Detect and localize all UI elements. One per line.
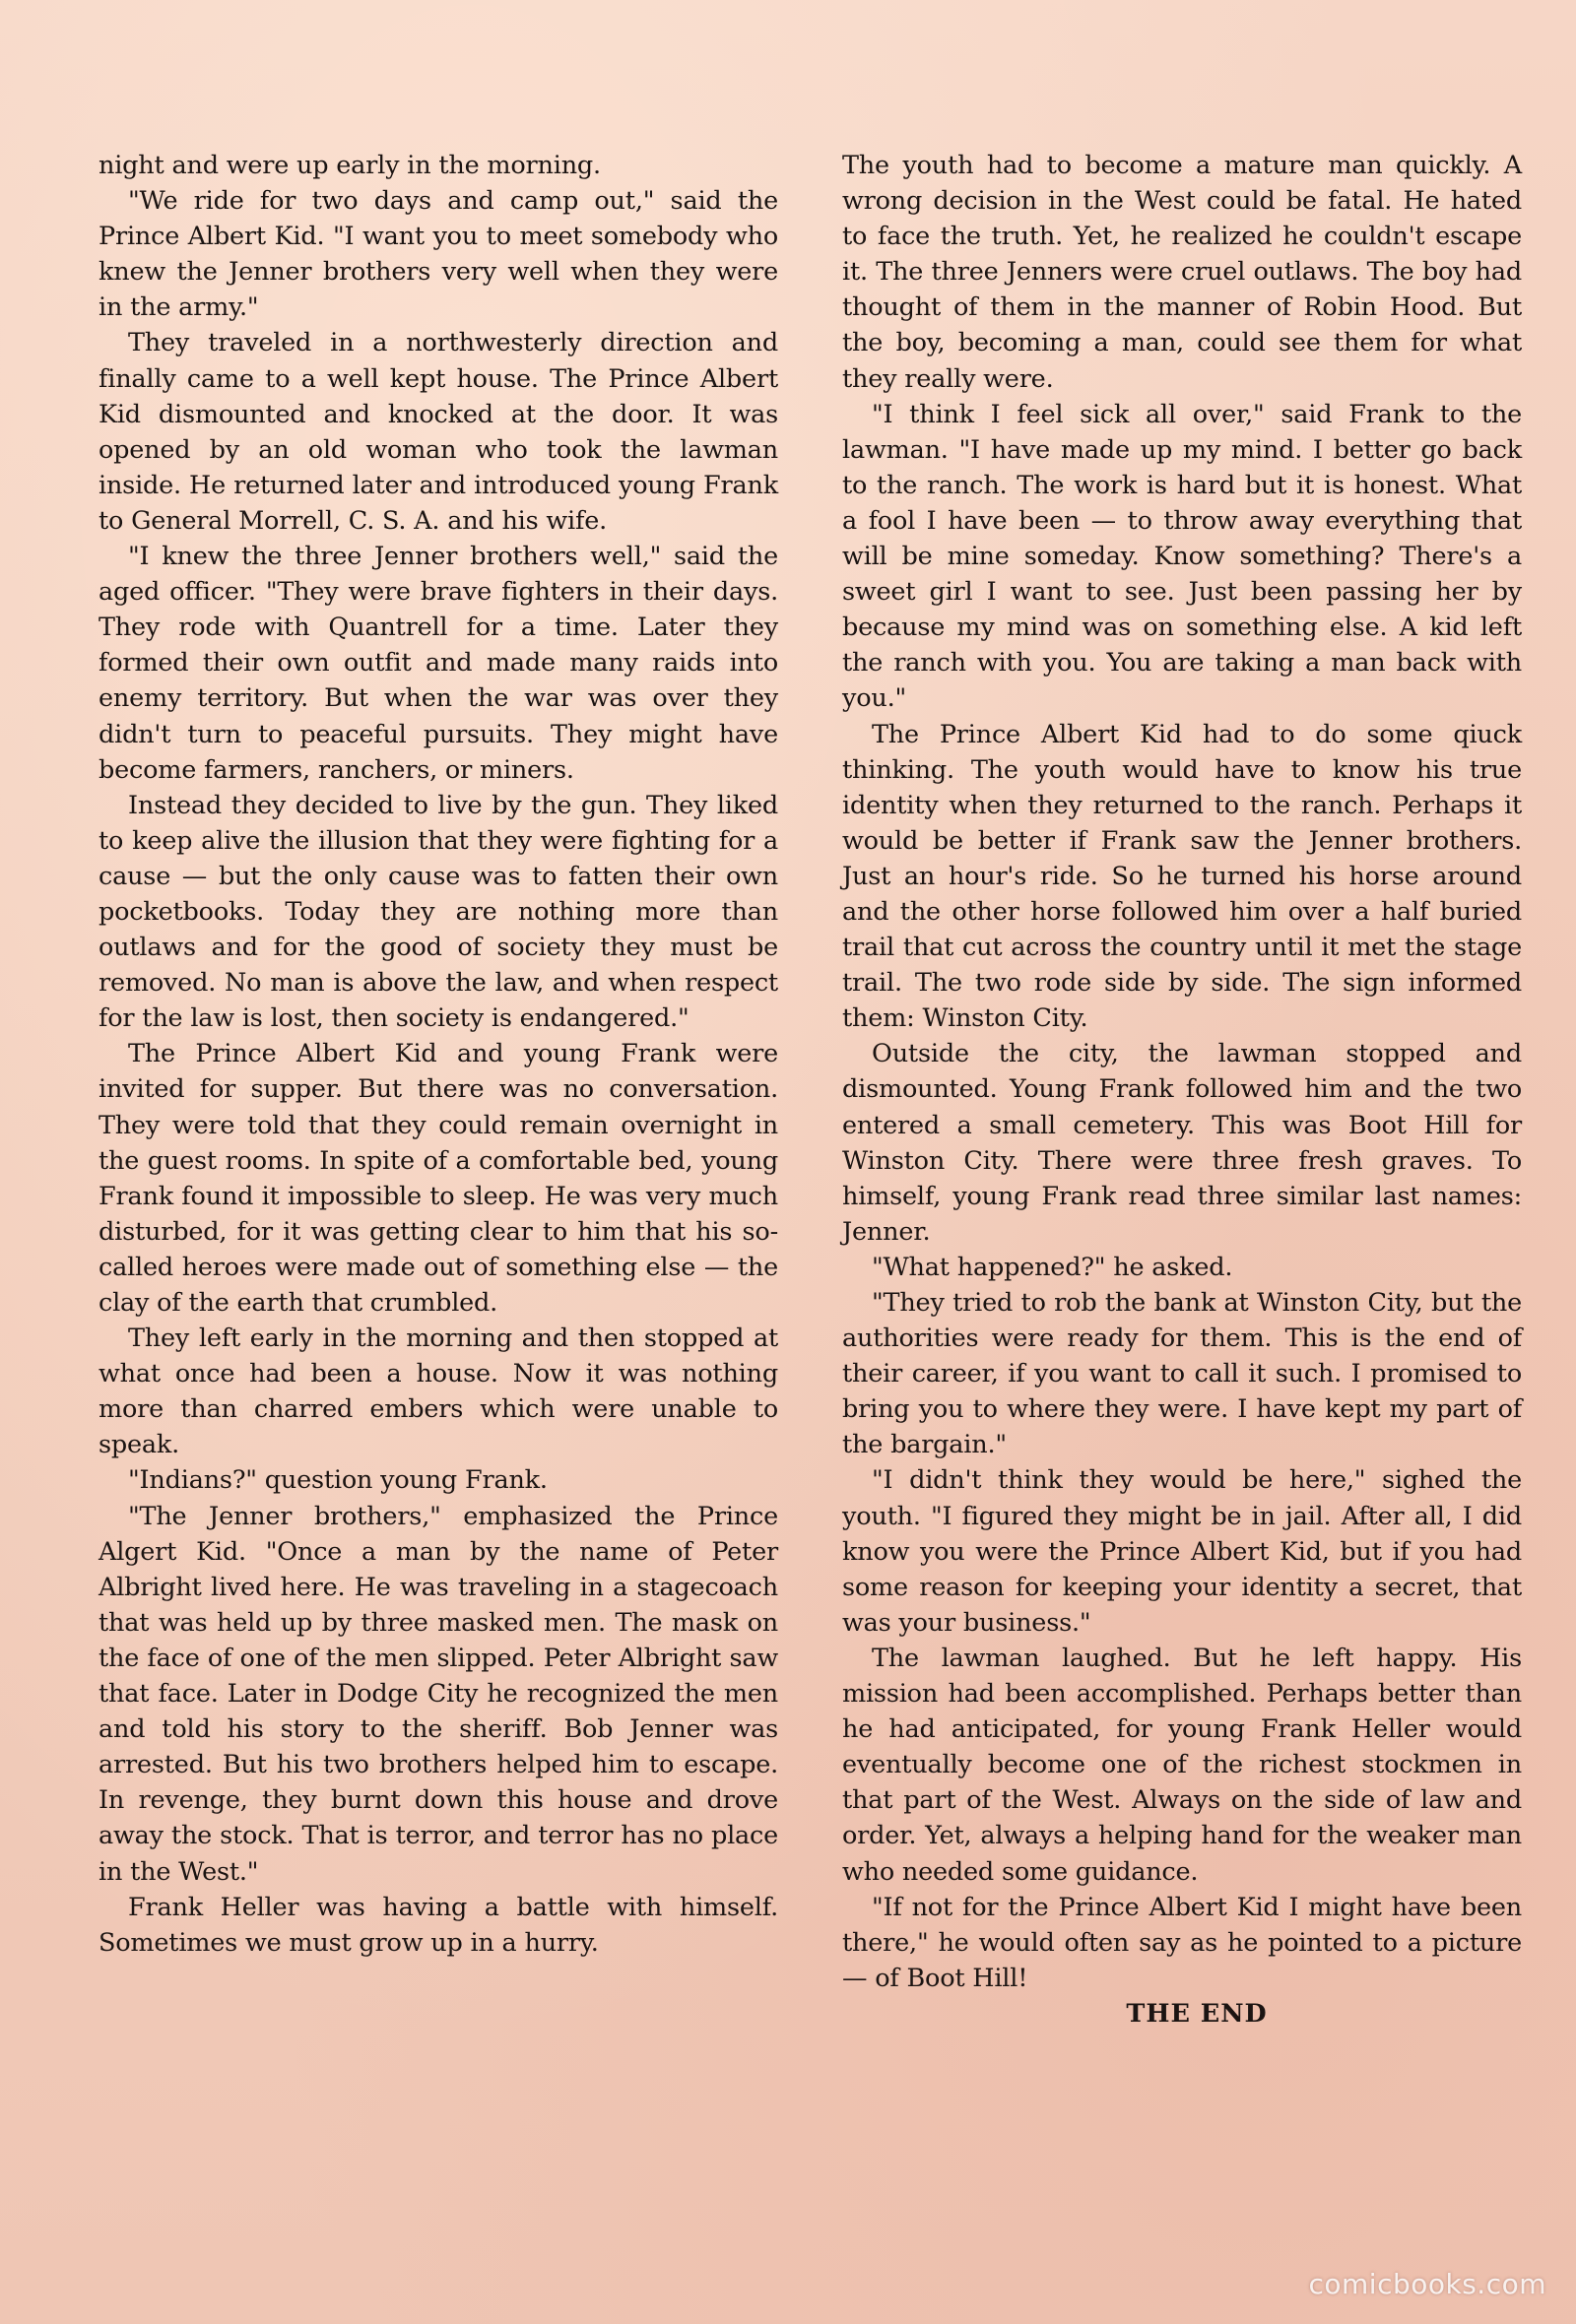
paragraph: Instead they decided to live by the gun. They liked to keep alive the illusion that they were fighting for a cause — but the only cause was to fatten their own pocketbooks. Today they are nothing more than outlaws and for the good of society they must be removed. No man is above the law, and when respect for the law is lost, then society is endangered.": [98, 790, 778, 1034]
paragraph: They left early in the morning and then stopped at what once had been a house. Now it was nothing more than charred embers which were unable to speak.: [98, 1323, 778, 1460]
site-watermark: comicbooks.com: [1308, 2268, 1546, 2300]
left-text-column: [98, 148, 778, 1961]
paragraph: Frank Heller was having a battle with himself. Sometimes we must grow up in a hurry.: [98, 1892, 778, 1958]
paragraph: "They tried to rob the bank at Winston City, but the authorities were ready for them. This is the end of their career, if you want to call it such. I promised to bring you to where they were. I have kept my part of the bargain.": [842, 1288, 1522, 1460]
paragraph: Outside the city, the lawman stopped and dismounted. Young Frank followed him and the two entered a small cemetery. This was Boot Hill for Winston City. There were three fresh graves. To himself, young Frank read three similar last names: Jenner.: [842, 1039, 1522, 1247]
paragraph: night and were up early in the morning.: [98, 151, 601, 180]
paragraph: The lawman laughed. But he left happy. His mission had been accomplished. Perhaps better than he had anticipated, for young Frank Heller would eventually become one of the richest stockmen in that part of the West. Always on the side of law and order. Yet, always a helping hand for the weaker man who needed some guidance.: [842, 1643, 1522, 1887]
paragraph: "If not for the Prince Albert Kid I might have been there," he would often say as he pointed to a picture — of Boot Hill!: [842, 1892, 1522, 1993]
paragraph: "I think I feel sick all over," said Frank to the lawman. "I have made up my mind. I better go back to the ranch. The work is hard but it is honest. What a fool I have been — to throw away everything that will be mine someday. Know something? There's a sweet girl I want to see. Just been passing her by because my mind was on something else. A kid left the ranch with you. You are taking a man back with you.": [842, 399, 1522, 714]
paragraph: "I didn't think they would be here," sighed the youth. "I figured they might be in jail. After all, I did know you were the Prince Albert Kid, but if you had some reason for keeping your identity a secret, that was your business.": [842, 1465, 1522, 1638]
paragraph: The Prince Albert Kid and young Frank were invited for supper. But there was no conversation. They were told that they could remain overnight in the guest rooms. In spite of a comfortable bed, young Frank found it impossible to sleep. He was very much disturbed, for it was getting clear to him that his so-called heroes were made out of something else — the clay of the earth that crumbled.: [98, 1039, 778, 1318]
paragraph: "The Jenner brothers," emphasized the Prince Algert Kid. "Once a man by the name of Peter Albright lived here. He was traveling in a stagecoach that was held up by three masked men. The mask on the face of one of the men slipped. Peter Albright saw that face. Later in Dodge City he recognized the men and told his story to the sheriff. Bob Jenner was arrested. But his two brothers helped him to escape. In revenge, they burnt down this house and drove away the stock. That is terror, and terror has no place in the West.": [98, 1501, 778, 1887]
the-end-label: THE END: [1126, 1998, 1268, 2029]
paragraph: "Indians?" question young Frank.: [128, 1465, 548, 1496]
paragraph: "I knew the three Jenner brothers well," said the aged officer. "They were brave fighters in their days. They rode with Quantrell for a time. Later they formed their own outfit and made many raids into enemy territory. But when the war was over they didn't turn to peaceful pursuits. They might have become farmers, ranchers, or miners.: [98, 542, 778, 785]
paragraph: They traveled in a northwesterly direction and finally came to a well kept house. The Prince Albert Kid dismounted and knocked at the door. It was opened by an old woman who took the lawman inside. He returned later and introduced young Frank to General Morrell, C. S. A. and his wife.: [98, 328, 778, 536]
paragraph: "What happened?" he asked.: [872, 1252, 1233, 1282]
right-text-column: [842, 148, 1522, 2032]
paragraph: The youth had to become a mature man quickly. A wrong decision in the West could be fatal. He hated to face the truth. Yet, he realized he couldn't escape it. The three Jenners were cruel outlaws. The boy had thought of them in the manner of Robin Hood. But the boy, becoming a man, could see them for what they really were.: [842, 151, 1522, 394]
paragraph: The Prince Albert Kid had to do some qiuck thinking. The youth would have to know his true identity when they returned to the ranch. Perhaps it would be better if Frank saw the Jenner brothers. Just an hour's ride. So he turned his horse around and the other horse followed him over a half buried trail that cut across the country until it met the stage trail. The two rode side by side. The sign informed them: Winston City.: [842, 719, 1522, 1034]
paragraph: "We ride for two days and camp out," said the Prince Albert Kid. "I want you to meet somebody who knew the Jenner brothers very well when they were in the army.": [98, 186, 778, 323]
